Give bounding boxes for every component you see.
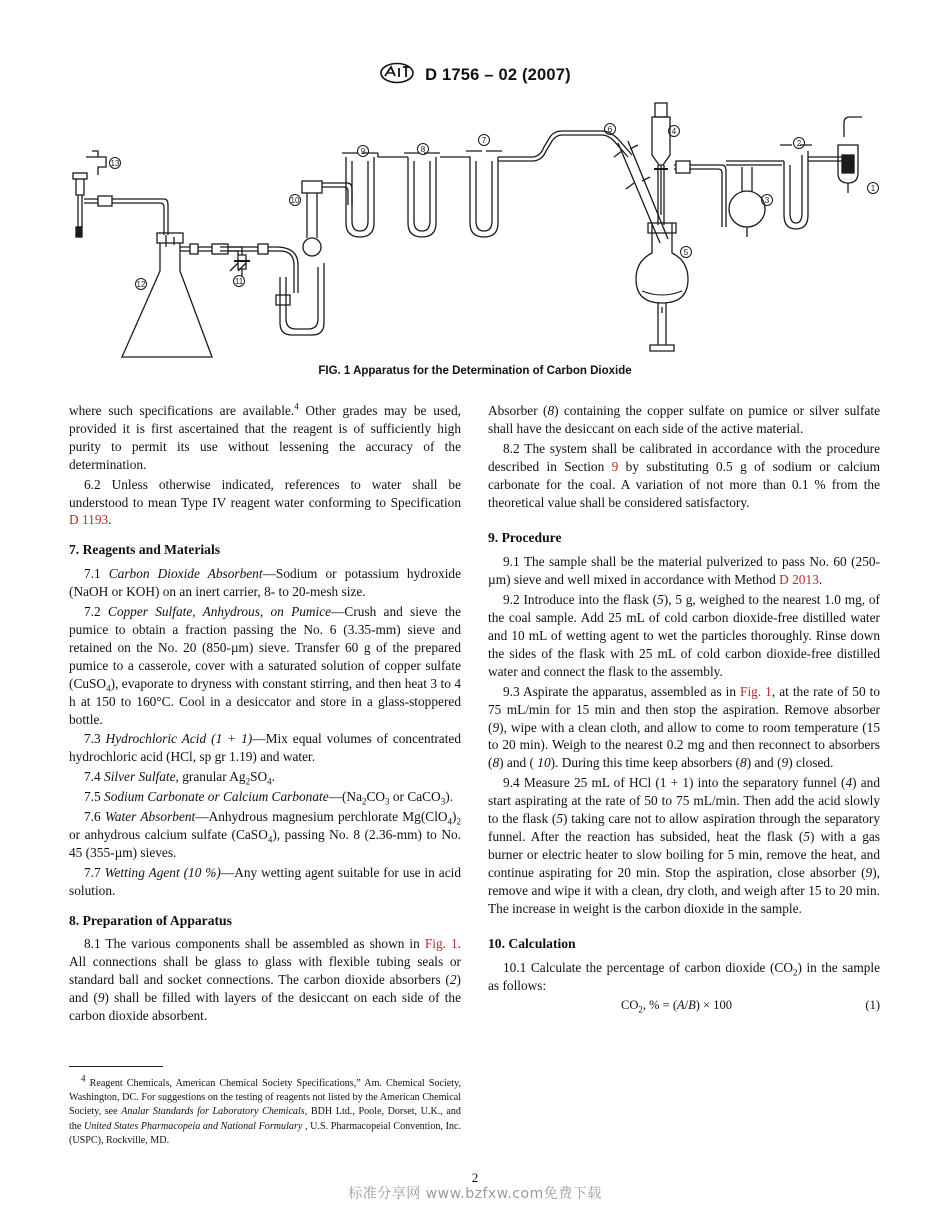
equation-1: $CO_2$, % = (A/B) × 100 (1) <box>621 998 880 1015</box>
label-1: 1 <box>870 184 876 193</box>
section-7-heading: 7. Reagents and Materials <box>69 542 221 558</box>
apparatus-diagram <box>62 95 888 365</box>
label-5: 5 <box>683 248 689 257</box>
label-9: 9 <box>360 147 366 156</box>
absorber-3-drawing <box>726 161 784 237</box>
faucet-drawing <box>73 151 106 237</box>
label-4: 4 <box>671 127 677 136</box>
paragraph-6-2: 6.2 Unless otherwise indicated, references to water shall be understood to mean Type IV reagent water conforming to Specification D 1193. <box>69 476 461 528</box>
paragraph-7-1: 7.1 Carbon Dioxide Absorbent—Sodium or potassium hydroxide (NaOH or KOH) on an inert carrier, 8- to 20-mesh size. <box>69 566 462 600</box>
footnote-4: $^4$ Reagent Chemicals, American Chemical Society Specifications,” Am. Chemical Society, Washington, DC. For suggestions on the testing of reagents not listed by the American Chemical Society, see Analar Standards for Laboratory Chemicals, BDH Ltd., Poole, Dorset, U.K., and the United States Pharmacopeia and National Formulary , U.S. Pharmacopeial Convention, Inc. (USPC), Rockville, MD. <box>69 1073 462 1146</box>
footnote-divider <box>69 1066 163 1067</box>
section-10-heading: 10. Calculation <box>488 936 576 952</box>
label-10: 10 <box>290 196 300 205</box>
page-number: 2 <box>471 1170 479 1185</box>
section-8-heading: 8. Preparation of Apparatus <box>69 912 232 928</box>
link-d1193[interactable]: D 1193 <box>69 512 109 528</box>
paragraph-7-2: 7.2 Copper Sulfate, Anhydrous, on Pumice—Crush and sieve the pumice to obtain a fraction passing the No. 6 (3.35-mm) sieve and retained on the No. 20 (850-µm) sieve. Transfer 60 g of the prepared pumice to a casserole, cover with a saturated solution of copper sulfate (CuSO$_4$), evaporate to dryness with constant stirring, and then heat 3 to 4 h at 150 to 160°C. Cool in a desiccator and store in a glass-stoppered bottle. <box>69 604 462 727</box>
flask-5-drawing <box>636 223 688 351</box>
watermark-text: 标准分享网 www.bzfxw.com免费下载 <box>348 1186 602 1202</box>
page-header <box>0 62 950 89</box>
paragraph-9-4: 9.4 Measure 25 mL of HCl (1 + 1) into the separatory funnel (4) and start aspirating at the rate of 50 to 75 mL/min. Then add the acid slowly to the flask (5) taking care not to allow aspiration through the separatory funnel. After the reaction has subsided, heat the flask (5) with a gas burner or electric heater to slow boiling for 5 min, remove the heat, and continue aspirating for 20 min. Stop the aspiration, close absorber (9), remove and wipe it with a clean, dry cloth, and weigh after 15 to 20 min. The increase in weight is the carbon dioxide in the sample. <box>488 775 881 916</box>
label-13: 13 <box>110 159 120 168</box>
label-3: 3 <box>764 196 770 205</box>
astm-logo-icon <box>379 62 415 89</box>
absorber-2-drawing <box>780 145 842 229</box>
link-fig-1-b[interactable]: Fig. 1 <box>740 683 772 699</box>
equation-number: (1) <box>865 998 880 1013</box>
paragraph-9-3: 9.3 Aspirate the apparatus, assembled as in Fig. 1, at the rate of 50 to 75 mL/min for 15 min and then stop the aspiration. Remove absorber (9), wipe with a clean cloth, and allow to come to room temperature (15 to 20 min). Weigh to the nearest 0.2 mg and then reconnect to absorbers (8) and ( 10). During this time keep absorbers (8) and (9) closed. <box>488 683 880 771</box>
paragraph-7-5: 7.5 Sodium Carbonate or Calcium $Carbonate—(Na_2CO_3$ or CaCO$_3$). <box>84 789 453 807</box>
absorber-7-drawing <box>460 151 502 237</box>
document-designation: D 1756 – 02 (2007) <box>425 66 571 84</box>
absorber-10-drawing <box>276 181 324 335</box>
label-12: 12 <box>136 280 146 289</box>
figure-caption: FIG. 1 Apparatus for the Determination of Carbon Dioxide <box>318 365 632 377</box>
paragraph-9-1: 9.1 The sample shall be the material pulverized to pass No. 60 (250-µm) sieve and well mixed in accordance with Method D 2013. <box>488 554 880 588</box>
paragraph-7-6: 7.6 Water Absorbent—Anhydrous magnesium perchlorate $Mg(ClO_4)_2$ or anhydrous calcium sulfate (CaSO$_4$), passing No. 8 (2.36-mm) to No. 45 (355-µm) sieves. <box>69 809 461 860</box>
paragraph-7-7: 7.7 Wetting Agent (10 %)—Any wetting agent suitable for use in acid solution. <box>69 864 461 898</box>
paragraph-8-1: 8.1 The various components shall be assembled as shown in Fig. 1. All connections shall be glass to glass with flexible tubing seals or standard ball and socket connections. The carbon dioxide absorbers (2) and (9) shall be filled with layers of the desiccant on each side of the carbon dioxide absorbent. <box>69 936 462 1024</box>
paragraph-7-3: 7.3 Hydrochloric Acid (1 + 1)—Mix equal volumes of concentrated hydrochloric acid (HCl, sp gr 1.19) and water. <box>69 731 461 765</box>
label-2: 2 <box>796 139 802 148</box>
paragraph-6-1-continued: where such specifications are available.$^4$ Other grades may be used, provided it is first ascertained that the reagent is of sufficiently high purity to permit its use without lessening the accuracy of the determination. <box>69 401 461 472</box>
footnote-ref-4: 4 <box>294 401 299 412</box>
paragraph-8-2: 8.2 The system shall be calibrated in accordance with the procedure described in Section 9 by substituting 0.5 g of sodium or calcium carbonate for the coal. A variation of not more than 0.1 % from the theoretical value shall be considered satisfactory. <box>488 440 880 510</box>
paragraph-9-2: 9.2 Introduce into the flask (5), 5 g, weighed to the nearest 1.0 mg, of the coal sample. Add 25 mL of cold carbon dioxide-free distilled water and 10 mL of wetting agent to wet the particles thoroughly. Rinse down the sides of the flask with 25 mL of cold carbon dioxide-free distilled water and connect the flask to the assembly. <box>488 592 880 679</box>
link-d2013[interactable]: D 2013 <box>779 572 819 588</box>
paragraph-7-4: 7.4 Silver Sulfate, granular $Ag_2SO_4$. <box>84 769 275 787</box>
link-section-9[interactable]: 9 <box>611 458 619 474</box>
guard-tube-1-drawing <box>838 117 862 193</box>
left-column <box>69 402 461 1027</box>
right-column <box>488 402 880 1015</box>
label-6: 6 <box>607 125 613 134</box>
absorber-8-drawing <box>384 153 460 237</box>
paragraph-10-1: 10.1 Calculate the percentage of carbon dioxide $(CO_2)$ in the sample as follows: <box>488 960 881 994</box>
paragraph-8-1-continued: Absorber (8) containing the copper sulfate on pumice or silver sulfate shall have the desiccant on each side of the active material. <box>488 403 880 436</box>
label-7: 7 <box>481 136 487 145</box>
link-fig-1[interactable]: Fig. 1 <box>424 936 458 952</box>
label-11: 11 <box>234 277 244 286</box>
section-9-heading: 9. Procedure <box>488 530 562 546</box>
apparatus-figure <box>62 95 888 365</box>
label-8: 8 <box>420 145 426 154</box>
condenser-6-drawing <box>614 141 668 243</box>
